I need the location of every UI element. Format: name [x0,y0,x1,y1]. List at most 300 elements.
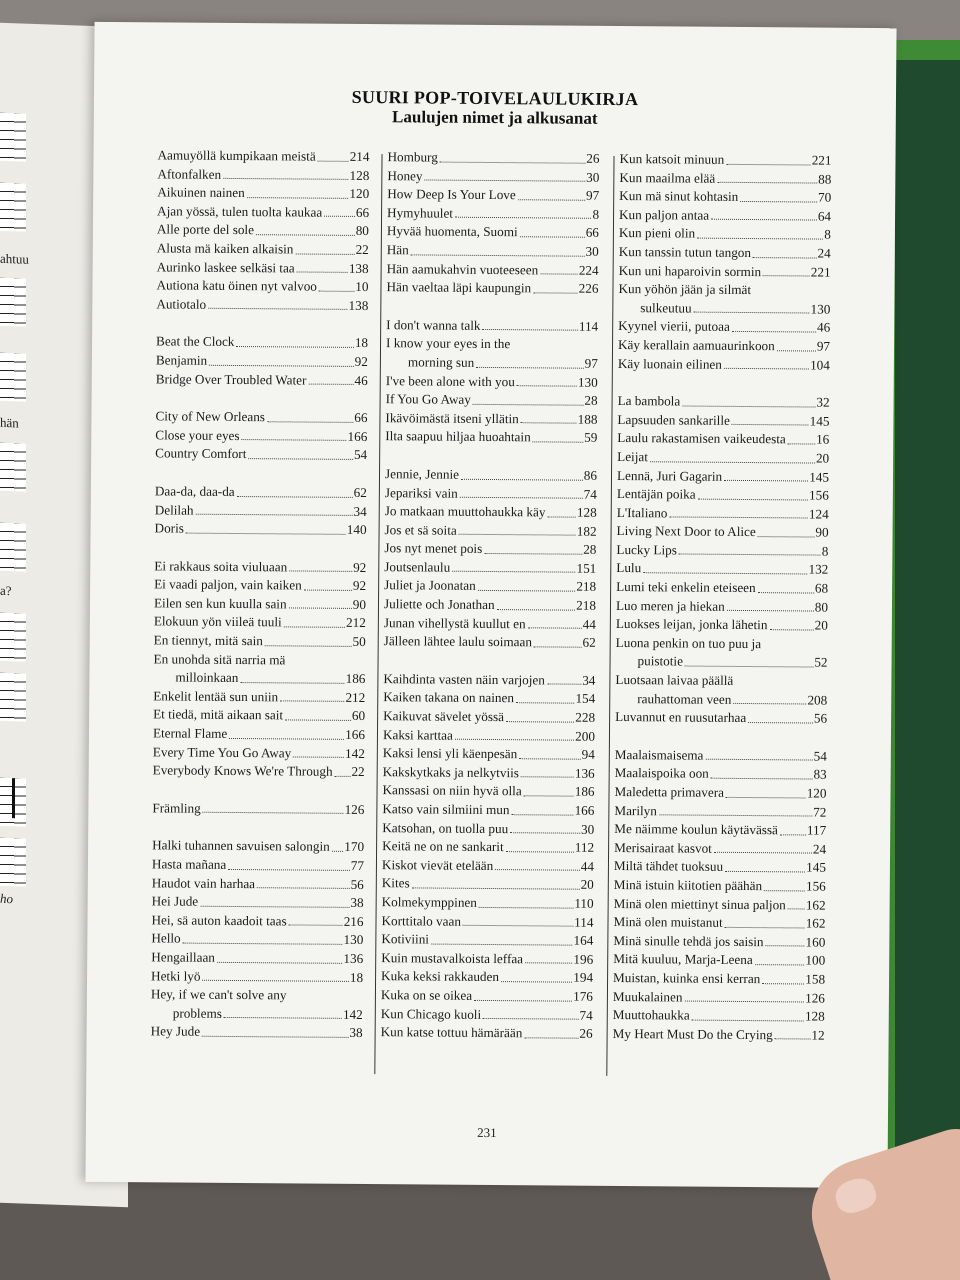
dot-leader [482,329,577,331]
entry-title: Hengaillaan [151,949,216,965]
entry-page-number: 170 [344,839,365,855]
entry-page-number: 166 [574,802,595,818]
entry-page-number: 12 [811,1027,825,1043]
dot-leader [725,871,805,873]
entry-page-number: 188 [577,411,598,427]
entry-page-number: 160 [805,934,826,950]
entry-title: Jos nyt menet pois [384,540,483,557]
entry-title: I know your eyes in the [385,335,511,352]
entry-title: Miltä tähdet tuoksuu [613,858,724,875]
entry-title: Jälleen lähtee laulu soimaan [383,633,533,650]
entry-page-number: 208 [807,692,828,708]
letter-group-gap [615,727,827,748]
entry-page-number: 218 [576,597,597,613]
index-entry [153,650,365,689]
entry-page-number: 114 [574,914,594,930]
index-entry [383,744,595,764]
index-entry [153,706,365,726]
dot-leader [533,292,578,293]
index-entry [154,631,366,651]
entry-page-number: 162 [805,915,826,931]
dot-leader [440,161,586,163]
entry-page-number: 56 [813,710,828,726]
entry-title: Kakskytkaks ja nelkytviis [382,763,520,781]
dot-leader [452,571,575,573]
entry-page-number: 90 [352,596,367,612]
dot-leader [679,554,821,556]
index-entry [381,986,593,1006]
dot-leader [724,368,809,370]
entry-title: Maalaispoika oon [614,765,709,782]
entry-page-number: 212 [345,689,366,705]
entry-title: Minä istuin kiitotien päähän [613,876,763,894]
entry-page-number: 38 [349,1025,363,1041]
entry-title: Kaihdinta vasten näin varjojen [383,671,545,688]
dot-leader [217,961,343,963]
entry-title-continued: problems [172,1005,222,1021]
entry-page-number: 92 [354,353,368,369]
entry-title: Kyynel vierii, putoaa [618,318,730,335]
entry-page-number: 130 [810,301,831,317]
dot-leader [711,778,813,780]
dot-leader [324,216,355,217]
index-entry [614,876,826,896]
entry-page-number: 212 [346,615,366,631]
entry-page-number: 132 [808,561,829,578]
index-entry [381,1023,593,1043]
index-entry [153,762,365,782]
dot-leader [473,404,584,406]
entry-title: Kaksi karttaa [382,726,453,743]
entry-title: Kaiken takana on nainen [383,689,515,706]
index-entry [155,445,367,465]
dot-leader [511,814,573,815]
left-page-text: ahtuu [0,250,29,267]
entry-title: Honey [387,167,423,184]
left-page-text: ho [0,890,13,907]
entry-page-number: 32 [816,394,830,410]
index-entry [387,223,599,243]
entry-page-number: 218 [576,579,597,595]
letter-group-gap [156,314,368,335]
index-entry [151,967,363,987]
dot-leader [478,590,576,592]
index-entry [155,501,367,521]
entry-title: Kun Chicago kuoli [380,1005,482,1022]
entry-title: Katsohan, on tuolla puu [382,819,509,836]
index-entry [387,167,599,187]
dot-leader [694,312,810,314]
entry-page-number: 130 [343,932,364,948]
entry-page-number: 28 [584,392,598,408]
dot-leader [463,925,573,927]
entry-page-number: 20 [814,617,828,633]
entry-page-number: 30 [585,243,599,259]
index-entry [151,1023,363,1043]
index-entry [616,541,828,561]
index-entry [384,614,596,634]
index-entry [385,427,597,447]
index-entry [617,429,829,449]
entry-title: Aamuyöllä kumpikaan meistä [157,147,316,164]
entry-title: Every Time You Go Away [152,743,292,761]
entry-title-continued: milloinkaan [175,669,239,686]
bar-line [12,778,15,818]
dot-leader [202,980,348,982]
entry-title-continued: puistotie [637,653,684,669]
index-entry [156,295,368,315]
entry-page-number: 114 [578,318,599,334]
entry-page-number: 56 [350,876,364,892]
index-entry [385,502,597,522]
index-entry [151,911,363,931]
dot-leader [762,983,804,984]
index-entry [386,316,598,336]
index-entry [382,819,594,839]
entry-title: Merisairaat kasvot [614,839,712,856]
dot-leader [248,458,353,460]
entry-page-number: 88 [818,171,832,187]
entry-page-number: 80 [814,599,829,615]
index-entry [383,670,595,690]
entry-page-number: 176 [573,988,593,1004]
entry-page-number: 72 [813,804,827,820]
index-entry [387,185,599,205]
entry-title: Et tiedä, mitä aikaan sait [153,706,284,723]
dot-leader [289,571,352,572]
entry-title: Luvannut en ruusutarhaa [615,709,747,726]
dot-leader [332,851,344,852]
dot-leader [698,498,808,500]
dot-leader [501,981,572,983]
dot-leader [780,834,806,835]
dot-leader [547,516,575,517]
entry-title: Aikuinen nainen [157,184,245,201]
entry-title: My Heart Must Do the Crying [612,1025,773,1042]
index-entry [617,411,829,431]
entry-page-number: 70 [817,189,832,205]
dot-leader [483,1018,578,1020]
index-entry [618,336,830,356]
entry-title: Ei rakkaus soita viuluaan [154,558,288,575]
index-entry [617,448,829,468]
entry-page-number: 74 [583,486,597,502]
index-entry [619,187,831,207]
index-entry [157,165,369,185]
index-entry [382,800,594,820]
index-entry [614,820,826,840]
index-entry [382,782,594,802]
index-entry [614,802,826,822]
index-entry [154,576,366,596]
entry-page-number: 77 [350,857,365,874]
dot-leader [257,887,350,889]
index-entry [613,932,825,952]
dot-leader [461,478,583,480]
index-entry [381,949,593,969]
index-entry [618,280,830,319]
index-entry [156,333,368,353]
entry-title: City of New Orleans [155,408,266,425]
entry-title: Country Comfort [155,445,247,462]
entry-title: Eilen sen kun kuulla sain [153,595,287,612]
index-entry [152,893,364,913]
entry-title: Jepariksi vain [384,484,458,501]
entry-page-number: 50 [352,633,366,650]
entry-title: Alle porte del sole [156,221,255,238]
entry-title: Kanssasi on niin hyvä olla [382,782,522,799]
entry-page-number: 186 [574,784,595,800]
entry-title: Kaksi lensi yli käenpesän [382,745,518,762]
index-entry [152,837,364,857]
entry-title: Luotsaan laivaa päällä [615,672,734,688]
entry-page-number: 196 [573,951,594,967]
entry-title: Kun maailma elää [619,169,716,186]
entry-title-continued: sulkeutuu [640,299,692,316]
entry-title: Hän vaeltaa läpi kaupungin [386,279,532,296]
entry-page-number: 162 [805,897,826,913]
index-entry [155,519,367,539]
index-entry [387,148,599,168]
entry-page-number: 18 [354,335,369,351]
dot-leader [237,496,353,498]
music-staff [0,278,26,327]
left-page-text: a? [0,582,12,599]
entry-title: Mitä kuuluu, Marja-Leena [613,951,753,968]
entry-title: Kun mä sinut kohtasin [619,188,739,205]
entry-title: Aftonfalken [157,165,222,182]
entry-title-continued: morning sun [407,354,475,370]
dot-leader [497,609,576,611]
index-entry [151,948,363,968]
entry-title: Marilyn [614,802,657,818]
index-entry [386,372,598,392]
entry-title: En tiennyt, mitä sain [153,632,263,649]
entry-title: Kolmekymppinen [381,894,477,910]
entry-page-number: 158 [805,971,826,987]
entry-title: Jennie, Jennie [384,466,460,482]
entry-page-number: 10 [355,279,369,295]
entry-page-number: 224 [578,262,599,278]
entry-title: Juliette och Jonathan [383,596,495,613]
entry-page-number: 22 [355,241,369,258]
entry-page-number: 166 [345,726,366,743]
entry-page-number: 66 [585,225,599,241]
entry-title: Kuka keksi rakkauden [381,968,500,985]
entry-title: Lapsuuden sankarille [617,411,730,428]
index-entry [619,262,831,282]
entry-title: How Deep Is Your Love [387,186,516,203]
entry-page-number: 66 [354,410,368,426]
dot-leader [318,160,349,161]
index-entry [618,317,830,337]
entry-page-number: 18 [349,969,364,985]
dot-leader [202,1036,348,1038]
entry-title: Hei Jude [151,893,199,909]
entry-title: Käy luonain eilinen [617,355,722,372]
index-column-2 [381,148,600,1043]
dot-leader [669,517,808,519]
index-entry [383,763,595,783]
music-staff [0,523,26,572]
dot-leader [724,480,808,482]
thumbnail-nail [832,1174,880,1217]
dot-leader [524,795,574,796]
index-entry [619,169,831,189]
index-entry [382,875,594,895]
dot-leader [725,927,805,929]
entry-page-number: 164 [573,932,594,948]
dot-leader [517,385,577,386]
entry-title: Kiskot vievät etelään [381,856,494,873]
entry-title: Hän aamukahvin vuoteeseen [386,260,539,277]
entry-page-number: 228 [575,709,596,725]
entry-page-number: 128 [576,504,597,520]
index-entry [382,893,594,913]
entry-page-number: 186 [345,671,366,687]
index-entry [618,355,830,375]
entry-title: I've been alone with you [385,372,515,389]
entry-page-number: 194 [573,970,594,986]
dot-leader [200,906,349,908]
entry-title: Ei vaadi paljon, vain kaiken [154,576,302,593]
dot-leader [308,384,353,385]
entry-page-number: 44 [580,858,595,874]
dot-leader [748,722,813,724]
index-entry [613,1006,825,1026]
dot-leader [692,1019,804,1021]
entry-title: Hello [151,930,181,946]
entry-title: Hei, sä auton kaadoit taas [151,912,287,929]
entry-page-number: 226 [578,280,599,296]
dot-leader [540,274,578,275]
entry-title: Joutsenlaulu [384,559,451,575]
dot-leader [682,405,815,407]
letter-group-gap [618,373,830,394]
letter-group-gap [154,538,366,559]
index-entry [613,950,825,970]
music-staff [0,838,26,887]
entry-page-number: 92 [353,559,367,575]
index-entry [155,482,367,502]
dot-leader [208,308,347,310]
index-entry [617,485,829,505]
entry-title: Lentäjän poika [616,486,696,502]
index-entry [387,260,599,280]
dot-leader [758,592,814,593]
index-entry [157,258,369,278]
index-entry [157,221,369,241]
entry-title: Luokses leijan, jonka lähetin [615,616,768,633]
dot-leader [183,943,343,945]
dot-leader [788,443,815,444]
entry-title: Maalaismaisema [614,746,704,763]
entry-page-number: 16 [816,431,830,447]
entry-title: Ikävöimästä itseni yllätin [385,409,519,426]
entry-page-number: 46 [816,319,831,336]
entry-title: Everybody Knows We're Through [152,762,333,779]
entry-page-number: 166 [347,428,368,444]
entry-title: La bambola [617,393,681,409]
index-entry [152,799,364,819]
entry-page-number: 60 [351,708,366,724]
dot-leader [684,1001,804,1003]
dot-leader [209,364,354,366]
dot-leader [484,553,582,555]
index-entry [385,465,597,485]
dot-leader [726,796,806,798]
entry-page-number: 124 [808,506,829,522]
music-staff [0,673,26,722]
dot-leader [295,253,354,254]
index-entry [383,689,595,709]
entry-title: Kites [381,875,410,891]
index-entry [385,484,597,504]
dot-leader [518,199,585,201]
entry-title: Käy kerallain aamuaurinkoon [617,336,775,354]
index-entry [618,392,830,412]
index-entry [384,632,596,652]
entry-page-number: 112 [574,839,595,856]
entry-page-number: 34 [582,672,596,688]
entry-page-number: 44 [582,616,596,632]
dot-leader [229,738,344,740]
entry-page-number: 156 [809,487,829,503]
index-entry [151,986,363,1025]
index-entry [155,407,367,427]
entry-title: Benjamin [155,352,208,368]
dot-leader [460,497,583,499]
entry-page-number: 142 [344,745,365,761]
entry-page-number: 214 [349,148,370,165]
index-entry [385,409,597,429]
entry-page-number: 80 [355,223,369,239]
dot-leader [788,909,805,910]
entry-page-number: 26 [579,1025,593,1041]
entry-page-number: 94 [581,746,595,763]
entry-title: Hey Jude [150,1023,201,1040]
entry-title: Doris [154,520,184,536]
dot-leader [659,815,812,817]
page-subtitle: Laulujen nimet ja alkusanat [392,107,598,128]
dot-leader [256,234,355,236]
entry-page-number: 104 [810,357,830,373]
entry-title: Autiona katu öinen nyt valvoo [156,277,317,294]
entry-page-number: 142 [342,1006,363,1022]
entry-title: Lucky Lips [616,541,677,558]
entry-page-number: 156 [805,878,826,894]
entry-page-number: 30 [586,169,600,185]
index-entry [614,857,826,877]
dot-leader [459,534,576,536]
dot-leader [196,514,353,516]
dot-leader [186,532,346,534]
music-staff [0,113,26,162]
entry-title: L'Italiano [616,504,668,521]
dot-leader [267,421,353,423]
entry-page-number: 8 [821,543,829,559]
index-entry [381,912,593,932]
dot-leader [510,832,580,834]
index-entry [386,278,598,298]
entry-title: Bridge Over Troubled Water [155,370,307,388]
entry-title: Korttitalo vaan [381,912,462,929]
entry-title: Hyvää huomenta, Suomi [386,223,518,240]
dot-leader [650,461,815,463]
entry-title: Kun katse tottuu hämärään [380,1024,523,1041]
entry-page-number: 128 [804,1008,825,1024]
index-entry [385,521,597,541]
